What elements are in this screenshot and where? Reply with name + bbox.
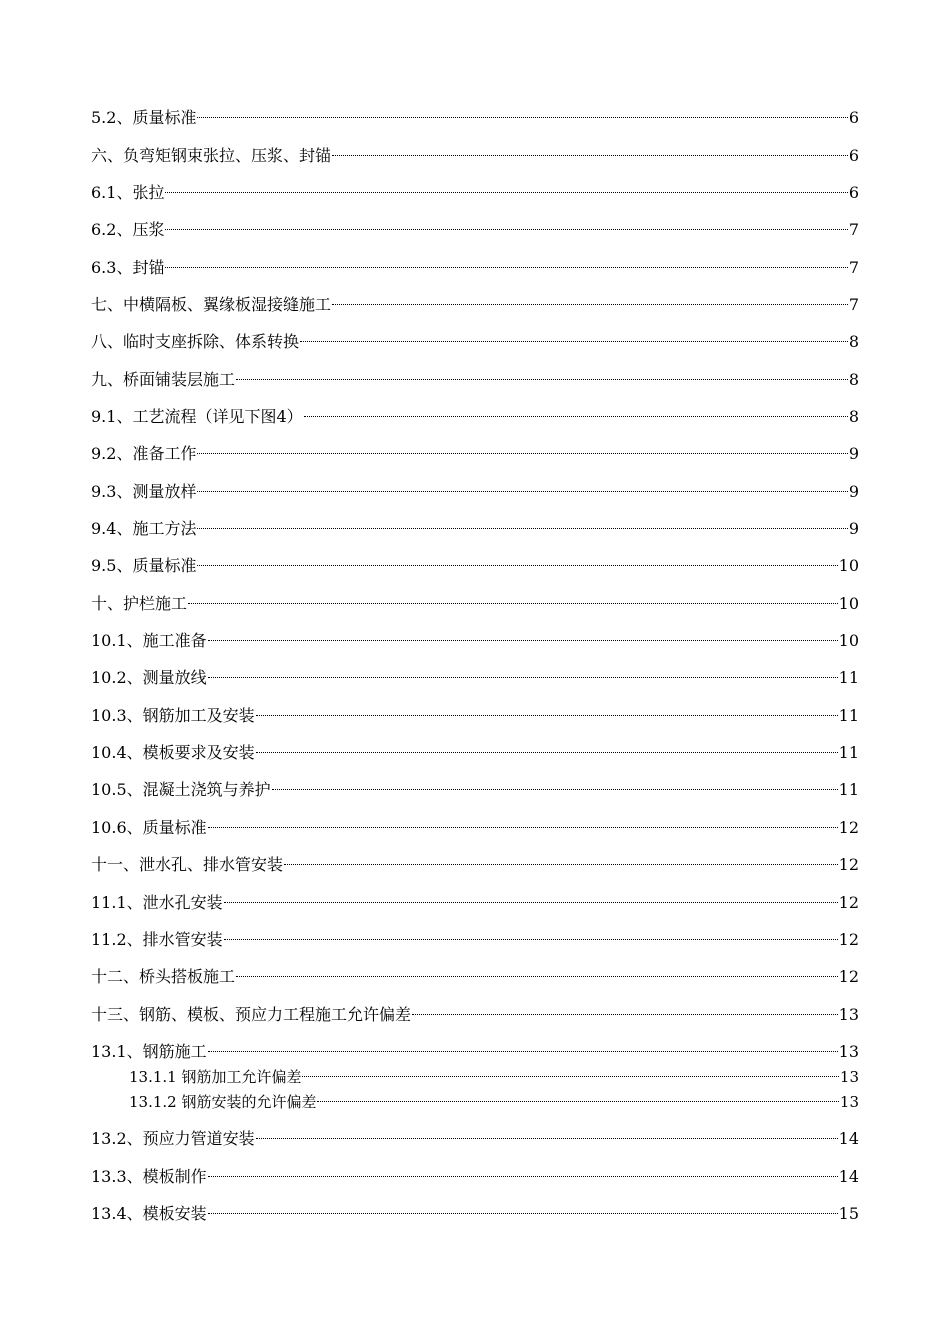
toc-entry-label: 13.1.2 钢筋安装的允许偏差 (129, 1093, 317, 1111)
toc-entry-label: 六、负弯矩钢束张拉、压浆、封锚 (91, 146, 332, 165)
toc-dot-leader (412, 998, 838, 1020)
toc-dot-leader (284, 848, 838, 870)
toc-entry-page-number: 6 (848, 146, 859, 165)
toc-entry-label: 十二、桥头搭板施工 (91, 967, 236, 986)
toc-entry[interactable] (91, 1160, 859, 1186)
toc-entry-page-number: 14 (838, 1129, 859, 1148)
toc-entry-page-number: 13 (838, 1005, 859, 1024)
toc-dot-leader (317, 1085, 838, 1107)
toc-entry-label: 九、桥面铺装层施工 (91, 370, 236, 389)
toc-entry[interactable] (91, 960, 859, 986)
toc-entry-label: 10.3、钢筋加工及安装 (91, 706, 255, 725)
toc-entry-page-number: 12 (838, 818, 859, 837)
toc-dot-leader (208, 1160, 838, 1182)
toc-entry[interactable] (91, 363, 859, 389)
toc-entry[interactable] (91, 661, 859, 687)
toc-dot-leader (208, 624, 838, 646)
toc-entry-page-number: 7 (848, 220, 859, 239)
toc-entry-page-number: 9 (848, 444, 859, 463)
toc-entry[interactable] (91, 773, 859, 799)
toc-dot-leader (272, 773, 838, 795)
toc-entry-label: 10.2、测量放线 (91, 668, 207, 687)
toc-entry[interactable] (91, 923, 859, 949)
toc-entry[interactable] (91, 848, 859, 874)
toc-entry-label: 6.2、压浆 (91, 220, 165, 239)
toc-entry-label: 十、护栏施工 (91, 594, 188, 613)
toc-entry-page-number: 14 (838, 1167, 859, 1186)
toc-entry-page-number: 8 (848, 332, 859, 351)
toc-entry-label: 6.1、张拉 (91, 183, 165, 202)
toc-entry-page-number: 9 (848, 519, 859, 538)
toc-entry-page-number: 11 (838, 706, 859, 725)
toc-entry-page-number: 11 (838, 743, 859, 762)
toc-entry-page-number: 8 (848, 407, 859, 426)
toc-entry-label: 13.1、钢筋施工 (91, 1042, 207, 1061)
toc-entry[interactable] (91, 139, 859, 165)
toc-entry[interactable] (91, 400, 859, 426)
toc-dot-leader (165, 251, 847, 273)
toc-dot-leader (208, 811, 838, 833)
toc-dot-leader (188, 587, 838, 609)
toc-entry-label: 十三、钢筋、模板、预应力工程施工允许偏差 (91, 1005, 412, 1024)
toc-entry-page-number: 12 (838, 893, 859, 912)
toc-entry[interactable] (91, 886, 859, 912)
toc-entry-page-number: 13 (839, 1068, 859, 1086)
toc-entry[interactable] (91, 549, 859, 575)
toc-entry[interactable] (91, 998, 859, 1024)
toc-entry-page-number: 8 (848, 370, 859, 389)
toc-entry-label: 6.3、封锚 (91, 258, 165, 277)
toc-entry-label: 9.4、施工方法 (91, 519, 197, 538)
toc-entry-page-number: 7 (848, 295, 859, 314)
toc-dot-leader (304, 400, 848, 422)
toc-dot-leader (300, 325, 848, 347)
toc-entry[interactable] (91, 437, 859, 463)
toc-entry-label: 13.4、模板安装 (91, 1204, 207, 1223)
toc-entry[interactable] (129, 1060, 859, 1086)
toc-entry-page-number: 10 (838, 631, 859, 650)
toc-entry-page-number: 13 (838, 1042, 859, 1061)
toc-dot-leader (208, 1035, 838, 1057)
toc-entry[interactable] (91, 512, 859, 538)
toc-dot-leader (256, 736, 838, 758)
toc-entry-label: 10.6、质量标准 (91, 818, 207, 837)
toc-entry[interactable] (91, 1122, 859, 1148)
toc-entry[interactable] (129, 1085, 859, 1111)
toc-entry-page-number: 11 (838, 780, 859, 799)
toc-entry-page-number: 7 (848, 258, 859, 277)
toc-entry-page-number: 6 (848, 183, 859, 202)
toc-entry-label: 9.5、质量标准 (91, 556, 197, 575)
toc-entry-page-number: 9 (848, 482, 859, 501)
toc-entry[interactable] (91, 699, 859, 725)
toc-entry-label: 13.3、模板制作 (91, 1167, 207, 1186)
toc-entry-page-number: 12 (838, 967, 859, 986)
toc-entry-page-number: 15 (838, 1204, 859, 1223)
toc-entry-label: 13.2、预应力管道安装 (91, 1129, 255, 1148)
toc-entry-page-number: 11 (838, 668, 859, 687)
toc-entry-page-number: 10 (838, 594, 859, 613)
toc-dot-leader (197, 512, 847, 534)
toc-entry[interactable] (91, 587, 859, 613)
toc-entry[interactable] (91, 475, 859, 501)
toc-entry-label: 八、临时支座拆除、体系转换 (91, 332, 300, 351)
toc-entry-label: 9.2、准备工作 (91, 444, 197, 463)
toc-dot-leader (197, 437, 847, 459)
toc-entry-label: 9.3、测量放样 (91, 482, 197, 501)
toc-entry[interactable] (91, 1035, 859, 1061)
toc-dot-leader (208, 1197, 838, 1219)
toc-dot-leader (224, 923, 838, 945)
toc-dot-leader (165, 213, 847, 235)
toc-entry-label: 11.2、排水管安装 (91, 930, 223, 949)
toc-dot-leader (236, 960, 838, 982)
toc-entry-page-number: 12 (838, 930, 859, 949)
toc-dot-leader (197, 475, 847, 497)
toc-entry-label: 七、中横隔板、翼缘板湿接缝施工 (91, 295, 332, 314)
toc-entry[interactable] (91, 325, 859, 351)
toc-entry[interactable] (91, 251, 859, 277)
toc-entry[interactable] (91, 101, 859, 127)
toc-dot-leader (197, 101, 847, 123)
toc-entry-label: 5.2、质量标准 (91, 108, 197, 127)
toc-entry[interactable] (91, 288, 859, 314)
toc-dot-leader (165, 176, 847, 198)
toc-entry-label: 10.1、施工准备 (91, 631, 207, 650)
toc-entry-page-number: 12 (838, 855, 859, 874)
toc-dot-leader (302, 1060, 838, 1082)
toc-entry-page-number: 10 (838, 556, 859, 575)
toc-entry-page-number: 13 (839, 1093, 859, 1111)
toc-dot-leader (256, 1122, 838, 1144)
toc-entry[interactable] (91, 811, 859, 837)
toc-dot-leader (332, 288, 848, 310)
toc-entry[interactable] (91, 736, 859, 762)
toc-dot-leader (236, 363, 848, 385)
toc-entry-label: 10.5、混凝土浇筑与养护 (91, 780, 271, 799)
toc-entry-label: 10.4、模板要求及安装 (91, 743, 255, 762)
toc-dot-leader (332, 139, 848, 161)
toc-dot-leader (208, 661, 838, 683)
toc-entry[interactable] (91, 176, 859, 202)
toc-entry[interactable] (91, 213, 859, 239)
toc-dot-leader (224, 886, 838, 908)
toc-entry-label: 9.1、工艺流程（详见下图4） (91, 407, 303, 426)
toc-dot-leader (256, 699, 838, 721)
toc-entry[interactable] (91, 624, 859, 650)
toc-entry-label: 13.1.1 钢筋加工允许偏差 (129, 1068, 302, 1086)
toc-entry-label: 十一、泄水孔、排水管安装 (91, 855, 284, 874)
toc-entry-label: 11.1、泄水孔安装 (91, 893, 223, 912)
toc-dot-leader (197, 549, 837, 571)
toc-entry-page-number: 6 (848, 108, 859, 127)
toc-entry[interactable] (91, 1197, 859, 1223)
